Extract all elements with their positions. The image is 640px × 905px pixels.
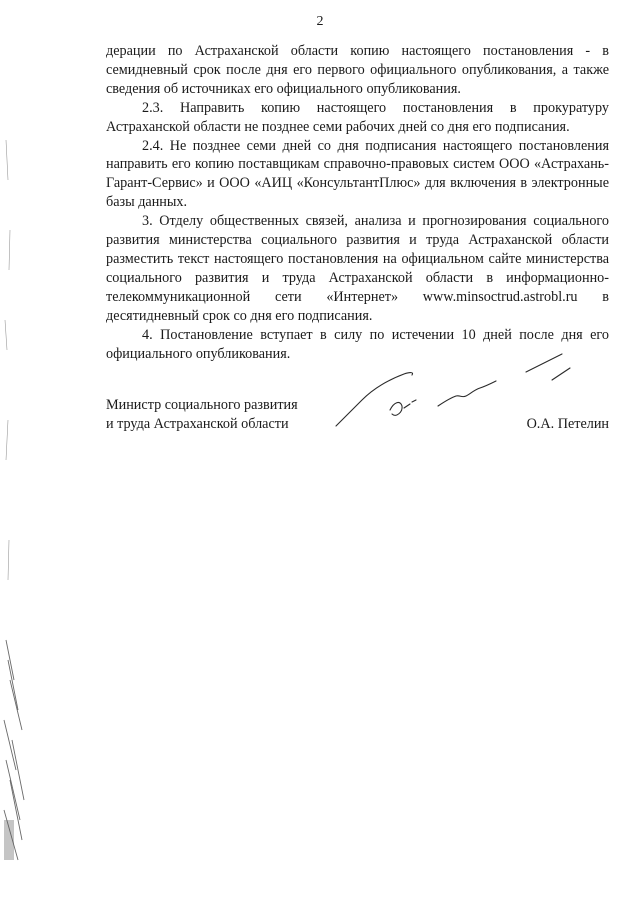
paragraph-continuation: дерации по Астраханской области копию настоящего постановления - в семидневный срок после дня его первого официального опубликования, а также сведения об источниках его официального опубликования. <box>106 43 609 97</box>
document-body <box>106 42 609 363</box>
page-number: 2 <box>316 14 324 29</box>
signature-block <box>106 396 609 444</box>
signatory-title-line2: и труда Астраханской области <box>106 416 289 432</box>
paragraph-3: 3. Отделу общественных связей, анализа и прогнозирования социального развития министерства социального развития и труда Астраханской области разместить текст настоящего постановления на официальном сайте министерства социального развития и труда Астраханской области в информационно-телекоммуникационной сети «Интернет» www.minsoctrud.astrobl.ru в десятидневный срок со дня его подписания. <box>106 213 609 324</box>
paragraph-4: 4. Постановление вступает в силу по истечении 10 дней после дня его официального опубликования. <box>106 326 609 362</box>
paragraph-2-4: 2.4. Не позднее семи дней со дня подписания настоящего постановления направить его копию поставщикам справочно-правовых систем ООО «Астрахань-Гарант-Сервис» и ООО «АИЦ «КонсультантПлюс» для включения в электронные базы данных. <box>106 137 609 211</box>
signatory-title <box>106 396 298 434</box>
paragraph-2-3: 2.3. Направить копию настоящего постановления в прокуратуру Астраханской области не позднее семи рабочих дней со дня его подписания. <box>106 99 609 135</box>
signatory-title-line1: Министр социального развития <box>106 397 298 413</box>
scan-edge-artifact <box>0 120 40 880</box>
signatory-name: О.А. Петелин <box>526 416 609 432</box>
